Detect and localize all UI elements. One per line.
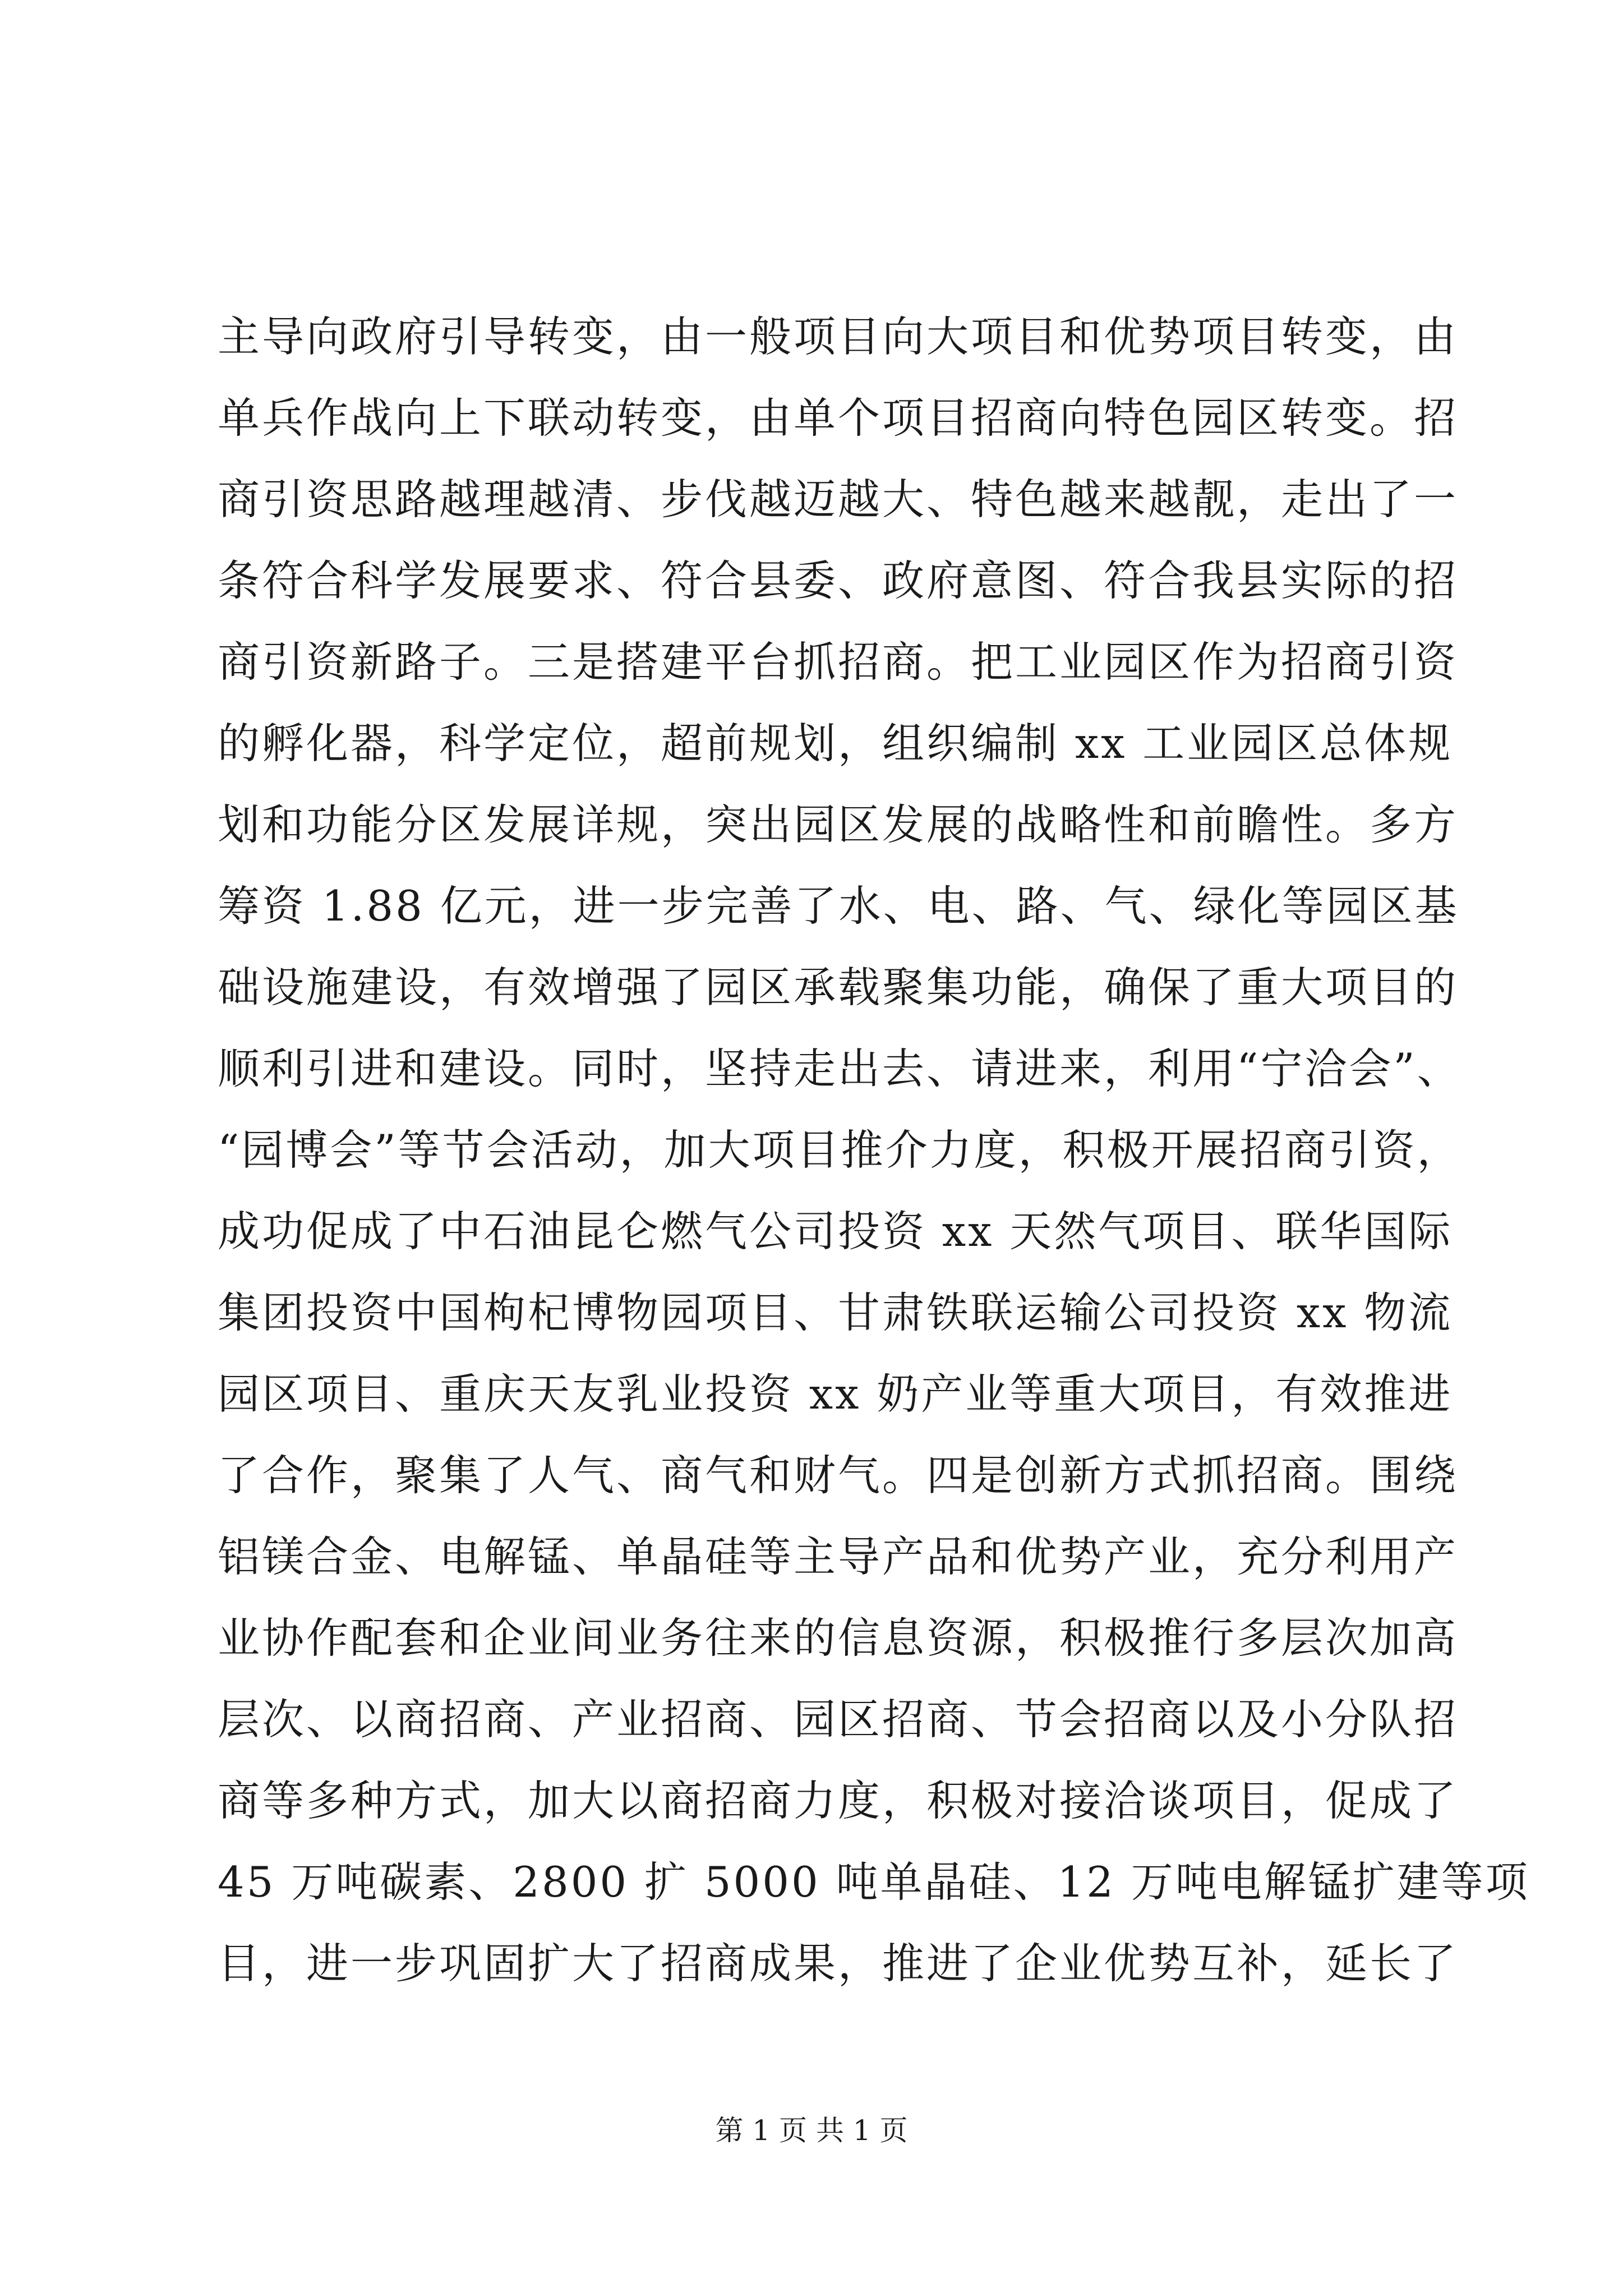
text-line: 商等多种方式，加大以商招商力度，积极对接洽谈项目，促成了 <box>218 1776 1459 1825</box>
text-line: 铝镁合金、电解锰、单晶硅等主导产品和优势产业，充分利用产 <box>218 1532 1459 1581</box>
text-line: 顺利引进和建设。同时，坚持走出去、请进来，利用“宁洽会”、 <box>218 1044 1461 1093</box>
text-line: 主导向政府引导转变，由一般项目向大项目和优势项目转变，由 <box>218 312 1459 361</box>
text-line: 商引资新路子。三是搭建平台抓招商。把工业园区作为招商引资 <box>218 637 1459 687</box>
text-line: 业协作配套和企业间业务往来的信息资源，积极推行多层次加高 <box>218 1613 1459 1663</box>
text-line: 单兵作战向上下联动转变，由单个项目招商向特色园区转变。招 <box>218 393 1459 443</box>
text-line: 层次、以商招商、产业招商、园区招商、节会招商以及小分队招 <box>218 1695 1459 1744</box>
text-line: 划和功能分区发展详规，突出园区发展的战略性和前瞻性。多方 <box>218 800 1459 849</box>
text-line: 了合作，聚集了人气、商气和财气。四是创新方式抓招商。围绕 <box>218 1451 1459 1500</box>
text-line: 目，进一步巩固扩大了招商成果，推进了企业优势互补，延长了 <box>218 1939 1459 1988</box>
body-text <box>218 296 1530 2004</box>
text-line: 的孵化器，科学定位，超前规划，组织编制 xx 工业园区总体规 <box>218 719 1453 768</box>
text-line: 条符合科学发展要求、符合县委、政府意图、符合我县实际的招 <box>218 556 1459 605</box>
text-line: “园博会”等节会活动，加大项目推介力度，积极开展招商引资， <box>218 1125 1461 1175</box>
text-line: 础设施建设，有效增强了园区承载聚集功能，确保了重大项目的 <box>218 963 1459 1012</box>
text-line: 成功促成了中石油昆仑燃气公司投资 xx 天然气项目、联华国际 <box>218 1207 1453 1256</box>
text-line: 45 万吨碳素、2800 扩 5000 吨单晶硅、12 万吨电解锰扩建等项 <box>218 1857 1530 1907</box>
page-number-label: 第 1 页 共 1 页 <box>715 2114 908 2147</box>
text-line: 园区项目、重庆天友乳业投资 xx 奶产业等重大项目，有效推进 <box>218 1369 1453 1419</box>
text-line: 筹资 1.88 亿元，进一步完善了水、电、路、气、绿化等园区基 <box>218 881 1459 931</box>
text-line: 集团投资中国枸杞博物园项目、甘肃铁联运输公司投资 xx 物流 <box>218 1288 1453 1337</box>
text-line: 商引资思路越理越清、步伐越迈越大、特色越来越靓，走出了一 <box>218 475 1459 524</box>
page-footer <box>0 2114 1623 2147</box>
